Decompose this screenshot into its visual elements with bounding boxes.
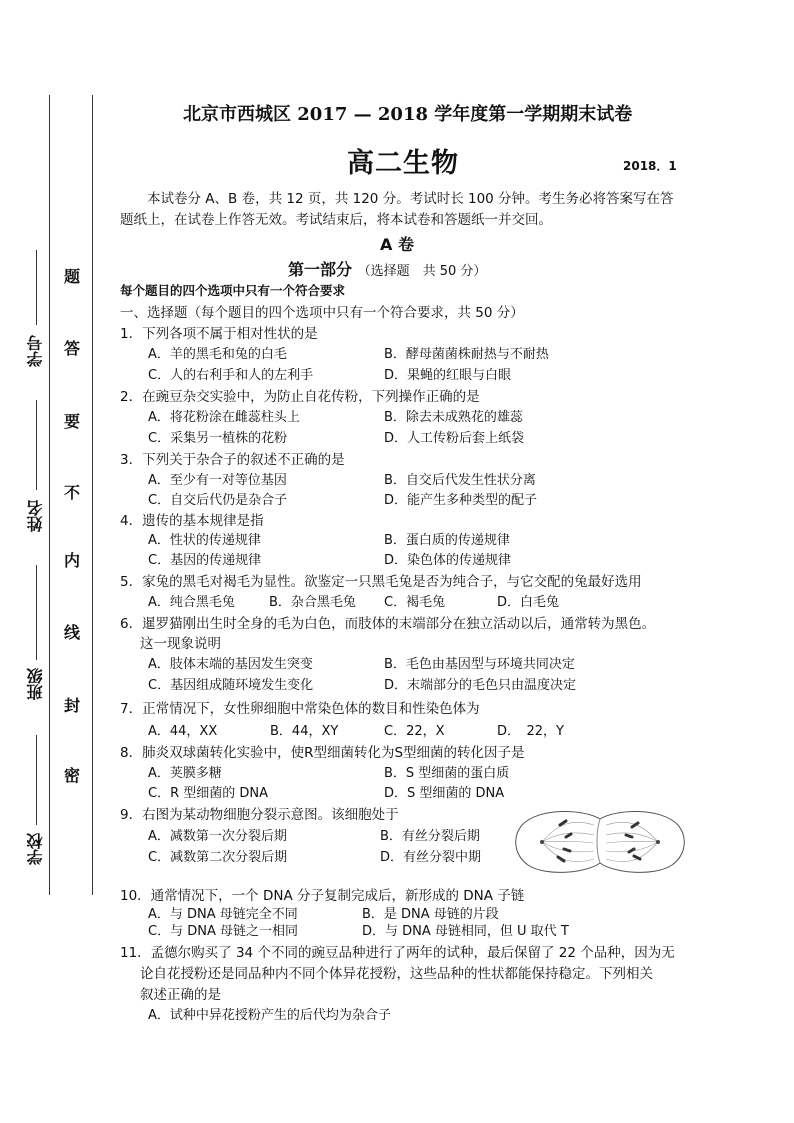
q10-option-a: A．与 DNA 母链完全不同 — [148, 907, 298, 922]
school-label: 学校 — [26, 833, 45, 865]
q8-option-b: B．S 型细菌的蛋白质 — [384, 766, 510, 781]
seal-char-ti: 题 — [64, 267, 81, 286]
q5-option-d: D．白毛兔 — [497, 595, 560, 610]
q7-option-d: D． 22，Y — [497, 724, 564, 739]
name-label: 姓名 — [26, 500, 45, 532]
q6-option-d: D．末端部分的毛色只由温度决定 — [384, 678, 577, 693]
q11-option-a: A．试种中异花授粉产生的后代均为杂合子 — [148, 1008, 391, 1023]
subject-title: 高二生物 — [347, 148, 459, 179]
q3-option-c: C．自交后代仍是杂合子 — [148, 493, 288, 508]
q6-stem: 6．暹罗猫刚出生时全身的毛为白色，而肢体的末端部分在独立活动以后，通常转为黑色。 — [120, 616, 656, 632]
q7-option-a: A．44，XX — [148, 724, 218, 739]
intro-line-2: 题纸上，在试卷上作答无效。考试结束后，将本试卷和答题纸一并交回。 — [120, 212, 552, 228]
q1-option-a: A．羊的黑毛和兔的白毛 — [148, 347, 287, 362]
q5-stem: 5．家兔的黑毛对褐毛为显性。欲鉴定一只黑毛兔是否为纯合子，与它交配的兔最好选用 — [120, 574, 642, 590]
q5-option-c: C．褐毛兔 — [384, 595, 446, 610]
q3-stem: 3．下列关于杂合子的叙述不正确的是 — [120, 452, 345, 468]
q2-option-b: B．除去未成熟花的雄蕊 — [384, 410, 523, 425]
seal-char-mi: 密 — [64, 766, 81, 785]
q10-option-c: C．与 DNA 母链之一相同 — [148, 924, 298, 939]
volume-heading: A 卷 — [380, 235, 414, 254]
q4-option-b: B．蛋白质的传递规律 — [384, 533, 510, 548]
q2-stem: 2．在豌豆杂交实验中，为防止自花传粉，下列操作正确的是 — [120, 389, 480, 405]
class-label: 班级 — [26, 668, 45, 700]
q10-option-d: D．与 DNA 母链相同，但 U 取代 T — [362, 924, 569, 939]
binding-border-outer — [49, 95, 50, 895]
part-heading — [288, 257, 486, 280]
q3-option-b: B．自交后代发生性状分离 — [384, 473, 536, 488]
school-line — [36, 735, 37, 825]
q1-stem: 1．下列各项不属于相对性状的是 — [120, 326, 318, 342]
q9-stem: 9．右图为某动物细胞分裂示意图。该细胞处于 — [120, 807, 399, 823]
q9-option-b: B．有丝分裂后期 — [380, 829, 480, 844]
q4-option-a: A．性状的传递规律 — [148, 533, 261, 548]
q7-option-b: B．44，XY — [270, 724, 339, 739]
student-id-line — [36, 250, 37, 325]
part-note: （选择题 共 50 分） — [357, 264, 487, 279]
q4-option-c: C．基因的传递规律 — [148, 553, 262, 568]
q10-stem: 10．通常情况下，一个 DNA 分子复制完成后，新形成的 DNA 子链 — [120, 888, 525, 904]
q8-stem: 8．肺炎双球菌转化实验中，使R型细菌转化为S型细菌的转化因子是 — [120, 745, 525, 761]
q1-option-d: D．果蝇的红眼与白眼 — [384, 368, 512, 383]
q4-stem: 4．遗传的基本规律是指 — [120, 513, 264, 529]
intro-line-1: 本试卷分 A、B 卷，共 12 页，共 120 分。考试时长 100 分钟。考生务必将答案写在答 — [147, 191, 674, 207]
q2-option-d: D．人工传粉后套上纸袋 — [384, 431, 525, 446]
student-id-label: 学号 — [26, 335, 45, 367]
q11-stem-line-2: 论自花授粉还是同品种内不同个体异花授粉，这些品种的性状都能保持稳定。下列相关 — [140, 966, 653, 982]
q6-option-c: C．基因组成随环境发生变化 — [148, 678, 314, 693]
seal-char-yao: 要 — [64, 412, 81, 431]
exam-title: 北京市西城区 2017 — 2018 学年度第一学期期末试卷 — [183, 104, 633, 125]
q4-option-d: D．染色体的传递规律 — [384, 553, 512, 568]
seal-char-bu: 不 — [64, 483, 81, 502]
q8-option-c: C．R 型细菌的 DNA — [148, 786, 269, 801]
q9-option-a: A．减数第一次分裂后期 — [148, 829, 287, 844]
seal-char-feng: 封 — [64, 696, 81, 715]
q7-stem: 7．正常情况下，女性卵细胞中常染色体的数目和性染色体为 — [120, 701, 480, 717]
instruction-bold: 每个题目的四个选项中只有一个符合要求 — [120, 283, 346, 298]
q3-option-a: A．至少有一对等位基因 — [148, 473, 287, 488]
q5-option-b: B．杂合黑毛兔 — [269, 595, 356, 610]
q11-stem: 11．孟德尔购买了 34 个不同的豌豆品种进行了两年的试种，最后保留了 22 个品种，因为无 — [120, 945, 675, 961]
seal-char-nei: 内 — [64, 551, 81, 570]
q8-option-a: A．荚膜多糖 — [148, 766, 222, 781]
seal-char-da: 答 — [64, 339, 81, 358]
part-title: 第一部分 — [288, 260, 353, 279]
q5-option-a: A．纯合黑毛兔 — [148, 595, 235, 610]
q6-option-a: A．肢体末端的基因发生突变 — [148, 657, 313, 672]
class-line — [36, 565, 37, 660]
cell-division-figure — [514, 807, 686, 877]
q6-stem-line-2: 这一现象说明 — [140, 636, 221, 652]
q9-option-d: D．有丝分裂中期 — [380, 850, 482, 865]
seal-char-xian: 线 — [64, 623, 81, 642]
q8-option-d: D．S 型细菌的 DNA — [384, 786, 505, 801]
exam-date: 2018．1 — [623, 159, 677, 173]
q3-option-d: D．能产生多种类型的配子 — [384, 493, 538, 508]
binding-border-inner — [92, 95, 93, 895]
q1-option-c: C．人的右利手和人的左利手 — [148, 368, 314, 383]
q9-option-c: C．减数第二次分裂后期 — [148, 850, 288, 865]
q11-stem-line-3: 叙述正确的是 — [140, 987, 221, 1003]
name-line — [36, 400, 37, 490]
q1-option-b: B．酵母菌菌株耐热与不耐热 — [384, 347, 549, 362]
q6-option-b: B．毛色由基因型与环境共同决定 — [384, 657, 575, 672]
q7-option-c: C．22，X — [384, 724, 445, 739]
q10-option-b: B．是 DNA 母链的片段 — [362, 907, 499, 922]
q2-option-a: A．将花粉涂在雌蕊柱头上 — [148, 410, 300, 425]
section-title: 一、选择题（每个题目的四个选项中只有一个符合要求，共 50 分） — [120, 305, 524, 321]
q2-option-c: C．采集另一植株的花粉 — [148, 431, 288, 446]
